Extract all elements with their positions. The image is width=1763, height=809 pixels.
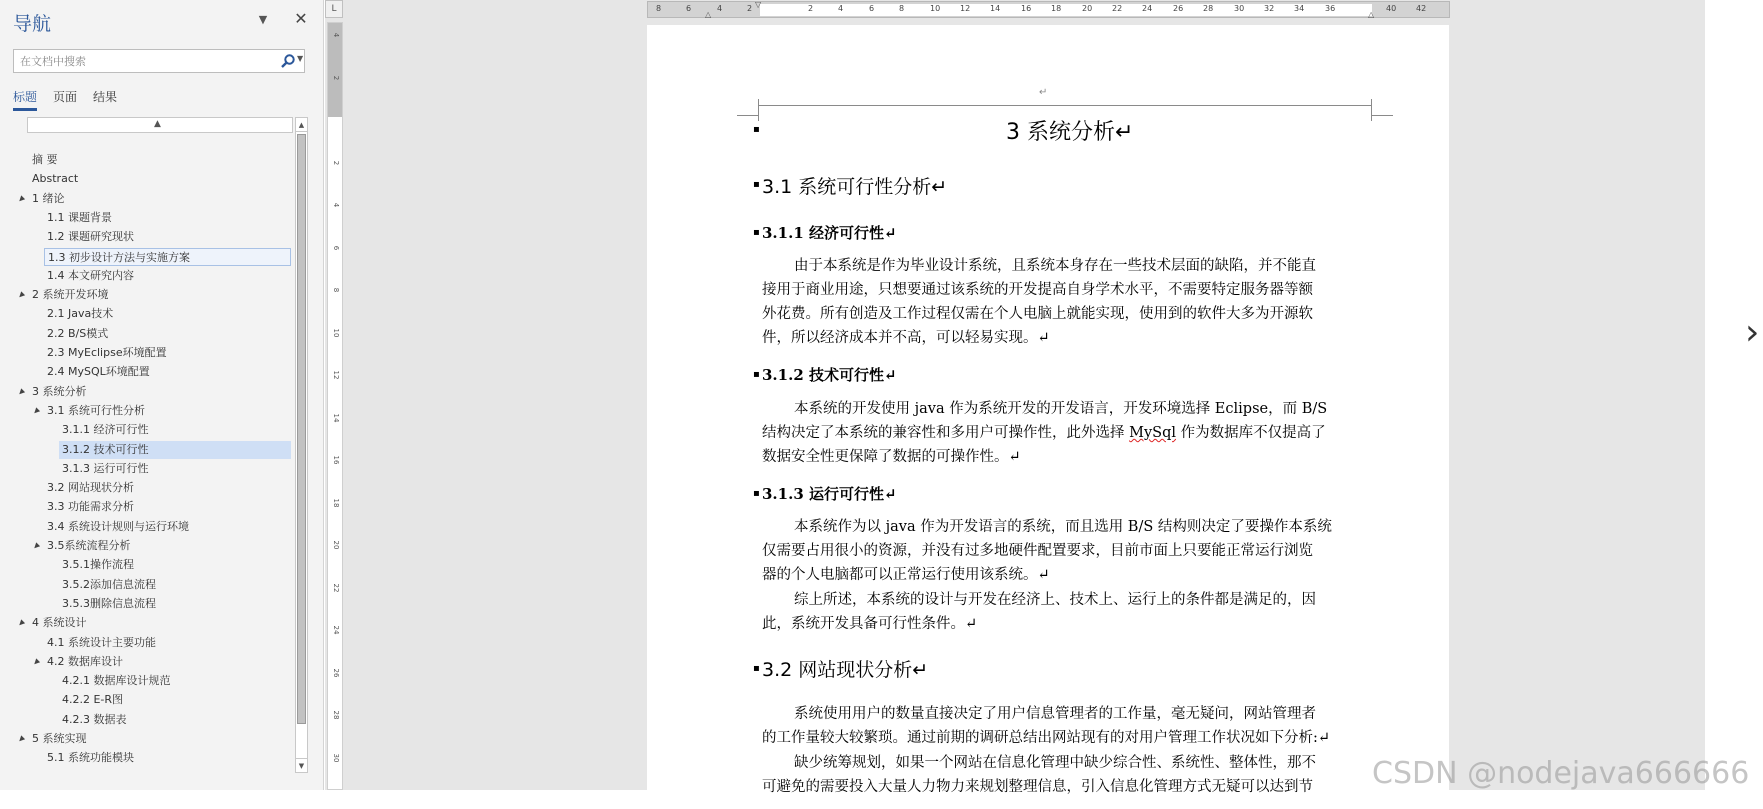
nav-heading-item[interactable]	[44, 325, 291, 343]
nav-heading-label: 摘 要	[32, 153, 58, 166]
expand-collapse-icon[interactable]: ▲	[16, 290, 27, 300]
nav-heading-item[interactable]	[44, 228, 291, 246]
nav-heading-label: 3.4 系统设计规则与运行环境	[47, 520, 189, 533]
collapse-all-button[interactable]	[27, 117, 293, 133]
nav-heading-item[interactable]	[29, 151, 291, 169]
crop-mark	[758, 99, 759, 121]
nav-heading-label: Abstract	[32, 172, 79, 185]
nav-heading-label: 1.3 初步设计方法与实施方案	[48, 251, 190, 264]
ruler-tick-label: 10	[332, 328, 340, 338]
nav-heading-label: 3.1.2 技术可行性	[62, 443, 149, 456]
nav-heading-label: 4.2.1 数据库设计规范	[62, 674, 171, 687]
ruler-tick-label: 22	[1112, 4, 1123, 13]
nav-heading-item[interactable]	[59, 421, 291, 439]
chapter-heading: 3 系统分析↵	[1006, 120, 1134, 145]
nav-heading-item[interactable]	[29, 614, 291, 632]
search-options-chevron-icon[interactable]: ▼	[297, 54, 304, 63]
scroll-thumb[interactable]	[297, 134, 306, 724]
ruler-tick-label: 16	[332, 455, 340, 465]
ruler-tick-label: 24	[1142, 4, 1153, 13]
paragraph-bullet: ▪	[753, 179, 760, 190]
ruler-tick-label: 8	[899, 4, 905, 13]
ruler-tick-label: 22	[332, 583, 340, 593]
expand-collapse-icon[interactable]: ▲	[16, 387, 27, 397]
nav-search-box[interactable]	[13, 49, 305, 73]
vertical-ruler[interactable]	[327, 22, 343, 790]
nav-heading-item[interactable]	[59, 576, 291, 594]
subsection-heading-3-1-2: 3.1.2 技术可行性↵	[762, 366, 897, 384]
ruler-tick-label: 24	[332, 625, 340, 635]
crop-mark	[737, 115, 759, 116]
ruler-tick-label: 4	[838, 4, 844, 13]
ruler-tick-label: 4	[332, 32, 340, 38]
document-page[interactable]	[647, 25, 1449, 795]
nav-heading-item[interactable]	[44, 634, 291, 652]
first-line-indent-marker[interactable]: ▽	[755, 0, 762, 9]
search-icon[interactable]	[280, 53, 296, 69]
crop-mark	[1371, 99, 1372, 121]
paragraph-bullet: ▪	[753, 369, 760, 380]
nav-heading-label: 2.1 Java技术	[47, 307, 114, 320]
nav-heading-label: 4.2.3 数据表	[62, 713, 127, 726]
nav-heading-label: 3 系统分析	[32, 385, 87, 398]
nav-heading-item[interactable]	[44, 498, 291, 516]
scroll-up-icon[interactable]: ▲	[296, 118, 307, 132]
nav-heading-label: 4.2 数据库设计	[47, 655, 123, 668]
ruler-tick-label: 2	[808, 4, 814, 13]
tab-results[interactable]: 结果	[93, 90, 118, 104]
body-line: 器的个人电脑都可以正常运行使用该系统。↵	[762, 567, 1050, 583]
ruler-tick-label: 2	[332, 160, 340, 166]
nav-heading-item[interactable]	[59, 672, 291, 690]
horizontal-ruler[interactable]	[647, 1, 1450, 18]
expand-collapse-icon[interactable]: ▲	[16, 194, 27, 204]
body-line: 可避免的需要投入大量人力物力来规划整理信息，引入信息化管理方式无疑可以达到节	[762, 779, 1313, 795]
nav-heading-item[interactable]	[29, 170, 291, 188]
ruler-tick-label: 18	[332, 498, 340, 508]
nav-heading-label: 3.2 网站现状分析	[47, 481, 134, 494]
tab-selector[interactable]: L	[325, 0, 343, 18]
nav-heading-label: 2.4 MySQL环境配置	[47, 365, 150, 378]
ruler-tick-label: 28	[332, 710, 340, 720]
nav-options-dropdown-icon[interactable]: ▼	[258, 13, 268, 26]
ruler-tick-label: 12	[332, 370, 340, 380]
ruler-tick-label: 16	[1021, 4, 1032, 13]
body-line: 仅需要占用很小的资源，并没有过多地硬件配置要求，目前市面上只要能正常运行浏览	[762, 543, 1313, 559]
ruler-tick-label: 42	[1416, 4, 1427, 13]
nav-heading-item[interactable]	[44, 209, 291, 227]
scroll-down-icon[interactable]: ▼	[296, 758, 307, 772]
ruler-tick-label: 30	[1234, 4, 1245, 13]
paragraph-bullet: ▪	[753, 488, 760, 499]
body-text: 结构决定了本系统的兼容性和多用户可操作性，此外选择	[762, 425, 1130, 441]
ruler-tick-label: 2	[332, 75, 340, 81]
right-indent-marker[interactable]: △	[1368, 10, 1375, 19]
nav-heading-item[interactable]	[29, 286, 291, 304]
nav-heading-item[interactable]	[44, 653, 291, 671]
nav-heading-label: 4 系统设计	[32, 616, 87, 629]
nav-heading-label: 4.2.2 E-R图	[62, 693, 124, 706]
nav-heading-item[interactable]	[44, 518, 291, 536]
section-heading-3-1: 3.1 系统可行性分析↵	[762, 176, 948, 198]
body-line: 缺少统筹规划，如果一个网站在信息化管理中缺少综合性、系统性、整体性，那不	[794, 755, 1316, 771]
nav-heading-label: 2 系统开发环境	[32, 288, 109, 301]
left-indent-marker[interactable]: △	[705, 10, 712, 19]
expand-collapse-icon[interactable]: ▲	[31, 657, 42, 667]
ruler-tick-label: 12	[960, 4, 971, 13]
header-rule	[758, 105, 1372, 106]
nav-heading-item[interactable]	[44, 749, 291, 767]
nav-heading-item[interactable]	[44, 248, 291, 266]
nav-heading-label: 3.5.2添加信息流程	[62, 578, 156, 591]
ruler-tick-label: 36	[1325, 4, 1336, 13]
header-paragraph-mark: ↵	[1039, 87, 1048, 98]
nav-heading-item[interactable]	[44, 479, 291, 497]
ruler-tick-label: 18	[1051, 4, 1062, 13]
ruler-tick-label: 20	[332, 540, 340, 550]
nav-heading-item[interactable]	[59, 691, 291, 709]
nav-heading-item[interactable]	[59, 556, 291, 574]
nav-heading-label: 3.5.3删除信息流程	[62, 597, 156, 610]
ruler-tick-label: 4	[332, 202, 340, 208]
body-line: 外花费。所有创造及工作过程仅需在个人电脑上就能实现，使用到的软件大多为开源软	[762, 306, 1313, 322]
collapse-up-icon: ▲	[154, 119, 161, 129]
spellcheck-word[interactable]: MySql	[1129, 425, 1177, 441]
body-line: 本系统作为以 java 作为开发语言的系统，而且选用 B/S 结构则决定了要操作本系统	[794, 519, 1332, 535]
nav-search-input[interactable]	[14, 50, 269, 72]
expand-collapse-icon[interactable]: ▲	[16, 618, 27, 628]
ruler-tick-label: 8	[332, 287, 340, 293]
ruler-tick-label: 8	[656, 4, 662, 13]
nav-heading-item[interactable]	[44, 267, 291, 285]
nav-heading-label: 5 系统实现	[32, 732, 87, 745]
nav-heading-label: 3.3 功能需求分析	[47, 500, 134, 513]
nav-heading-item[interactable]	[59, 711, 291, 729]
nav-close-icon[interactable]: ✕	[294, 9, 308, 28]
nav-heading-label: 3.5.1操作流程	[62, 558, 134, 571]
nav-heading-item[interactable]	[29, 383, 291, 401]
nav-heading-item[interactable]	[44, 344, 291, 362]
body-line: 接用于商业用途，只想要通过该系统的开发提高自身学术水平，不需要特定服务器等额	[762, 282, 1313, 298]
ruler-tick-label: 10	[930, 4, 941, 13]
chevron-right-icon[interactable]: ›	[1745, 312, 1760, 353]
tab-pages[interactable]: 页面	[53, 90, 78, 104]
horizontal-ruler-text-area	[760, 4, 1372, 16]
body-line: 此，系统开发具备可行性条件。↵	[762, 616, 978, 632]
nav-heading-label: 1.2 课题研究现状	[47, 230, 134, 243]
nav-heading-label: 4.1 系统设计主要功能	[47, 636, 156, 649]
subsection-heading-3-1-1: 3.1.1 经济可行性↵	[762, 224, 897, 242]
nav-heading-item[interactable]	[29, 730, 291, 748]
nav-heading-label: 3.1 系统可行性分析	[47, 404, 145, 417]
expand-collapse-icon[interactable]: ▲	[16, 734, 27, 744]
ruler-tick-label: 20	[1082, 4, 1093, 13]
paragraph-bullet: ▪	[753, 663, 760, 674]
nav-heading-item[interactable]	[29, 190, 291, 208]
nav-heading-label: 3.1.3 运行可行性	[62, 462, 149, 475]
body-line: 件，所以经济成本并不高，可以轻易实现。↵	[762, 330, 1050, 346]
paragraph-bullet: ▪	[753, 124, 760, 135]
watermark: CSDN @nodejava666666	[1372, 756, 1750, 791]
crop-mark	[1371, 115, 1393, 116]
nav-heading-item[interactable]	[59, 595, 291, 613]
nav-title: 导航	[13, 13, 52, 35]
expand-collapse-icon[interactable]: ▲	[31, 541, 42, 551]
paragraph-bullet: ▪	[753, 227, 760, 238]
ruler-tick-label: 40	[1386, 4, 1397, 13]
ruler-tick-label: 14	[990, 4, 1001, 13]
body-line: 的工作量较大较繁琐。通过前期的调研总结出网站现有的对用户管理工作状况如下分析:↵	[762, 730, 1331, 746]
nav-heading-item[interactable]	[59, 460, 291, 478]
section-heading-3-2: 3.2 网站现状分析↵	[762, 659, 929, 681]
body-line: 综上所述，本系统的设计与开发在经济上、技术上、运行上的条件都是满足的，因	[794, 592, 1316, 608]
body-text: 作为数据库不仅提高了	[1176, 425, 1326, 441]
ruler-tick-label: 26	[332, 668, 340, 678]
nav-heading-label: 1.4 本文研究内容	[47, 269, 134, 282]
nav-heading-label: 1 绪论	[32, 192, 65, 205]
nav-heading-label: 2.3 MyEclipse环境配置	[47, 346, 167, 359]
body-line: 本系统的开发使用 java 作为系统开发的开发语言，开发环境选择 Eclipse，而 B/S	[794, 401, 1328, 417]
nav-heading-item[interactable]	[44, 305, 291, 323]
ruler-tick-label: 6	[332, 245, 340, 251]
nav-heading-item[interactable]	[44, 363, 291, 381]
nav-heading-item[interactable]	[59, 441, 291, 459]
nav-heading-label: 3.1.1 经济可行性	[62, 423, 149, 436]
navigation-pane	[0, 0, 324, 790]
body-line	[762, 421, 1326, 442]
nav-heading-label: 2.2 B/S模式	[47, 327, 109, 340]
ruler-tick-label: 34	[1294, 4, 1305, 13]
ruler-tick-label: 14	[332, 413, 340, 423]
nav-scrollbar[interactable]	[295, 117, 308, 773]
ruler-tick-label: 2	[747, 4, 753, 13]
ruler-tick-label: 4	[717, 4, 723, 13]
ruler-tick-label: 28	[1203, 4, 1214, 13]
nav-heading-label: 3.5系统流程分析	[47, 539, 131, 552]
ruler-tick-label: 6	[869, 4, 875, 13]
body-line: 系统使用用户的数量直接决定了用户信息管理者的工作量，毫无疑问，网站管理者	[794, 706, 1316, 722]
ruler-tick-label: 26	[1173, 4, 1184, 13]
ruler-tick-label: 32	[1264, 4, 1275, 13]
nav-heading-label: 1.1 课题背景	[47, 211, 112, 224]
body-line: 由于本系统是作为毕业设计系统，且系统本身存在一些技术层面的缺陷，并不能直	[794, 258, 1316, 274]
expand-collapse-icon[interactable]: ▲	[31, 406, 42, 416]
body-line: 数据安全性更保障了数据的可操作性。↵	[762, 449, 1021, 465]
nav-heading-label: 5.1 系统功能模块	[47, 751, 134, 764]
nav-heading-item[interactable]	[44, 537, 291, 555]
tab-headings[interactable]: 标题	[13, 90, 38, 104]
ruler-tick-label: 30	[332, 753, 340, 763]
ruler-tick-label: 6	[686, 4, 692, 13]
nav-heading-item[interactable]	[44, 402, 291, 420]
subsection-heading-3-1-3: 3.1.3 运行可行性↵	[762, 485, 897, 503]
